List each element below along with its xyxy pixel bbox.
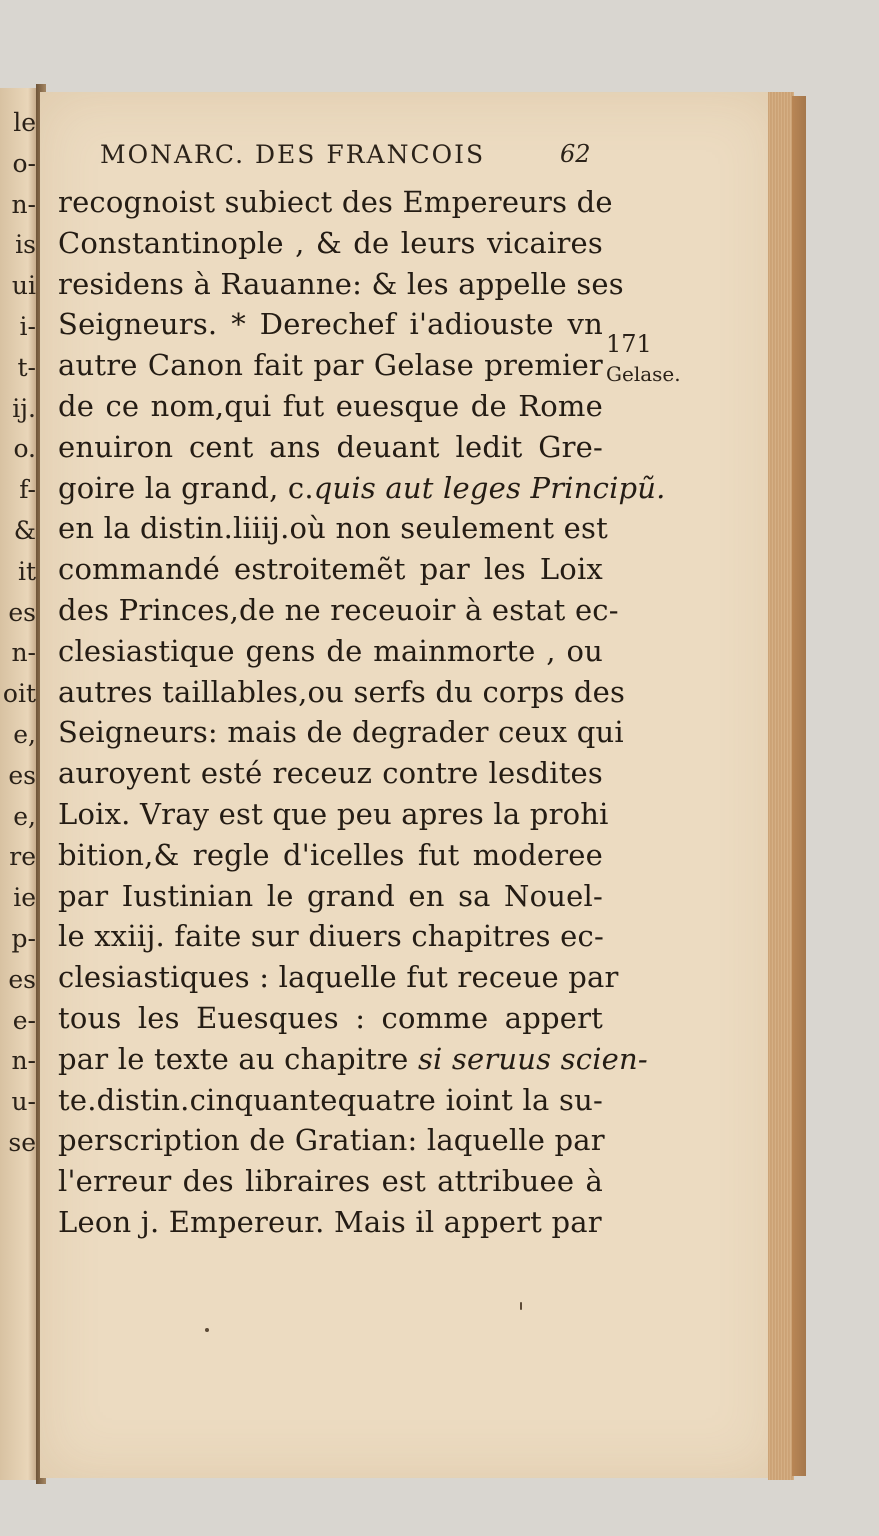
text-line xyxy=(58,876,603,917)
facing-page-fragment: le xyxy=(13,108,36,137)
text-line xyxy=(58,304,603,345)
text-roman: Seigneurs. * Derechef i'adiouste vn xyxy=(58,307,603,342)
text-roman: auroyent esté receuz contre lesdites xyxy=(58,756,603,791)
facing-page-fragment: es xyxy=(8,964,36,994)
facing-page-fragment: p- xyxy=(11,924,36,953)
facing-page-edge xyxy=(0,88,40,1480)
text-line xyxy=(58,794,609,835)
text-roman: residens à Rauanne: & les appelle ses xyxy=(58,266,624,301)
margin-note-name: Gelase. xyxy=(606,362,681,386)
text-line xyxy=(58,182,613,223)
text-roman: de ce nom,qui fut euesque de Rome xyxy=(58,388,603,423)
text-roman: autre Canon fait par Gelase premier xyxy=(58,348,603,383)
text-line xyxy=(58,508,608,549)
text-roman: en la distin.liiij.où non seulement est xyxy=(58,511,608,546)
text-line xyxy=(58,835,603,876)
text-roman: goire la grand, c. xyxy=(58,470,314,505)
facing-page-fragment: o- xyxy=(12,148,36,178)
facing-page-fragment: e, xyxy=(13,801,36,831)
text-roman: Loix. Vray est que peu apres la prohi xyxy=(58,796,609,831)
text-line xyxy=(58,1120,603,1161)
facing-page-fragment: re xyxy=(9,842,36,872)
text-roman: commandé estroitemẽt par les Loix xyxy=(58,552,603,587)
text-line xyxy=(58,590,619,631)
book-cover-edge xyxy=(792,96,806,1476)
facing-page-fragment: se xyxy=(8,1128,36,1157)
text-line xyxy=(58,712,624,753)
facing-page-fragment: t- xyxy=(17,352,36,382)
facing-page-fragment: es xyxy=(8,760,36,790)
text-line xyxy=(58,427,603,468)
text-line xyxy=(58,1039,648,1080)
text-italic: quis aut leges Principũ. xyxy=(313,470,666,505)
facing-page-fragment: o. xyxy=(13,434,36,464)
text-line xyxy=(58,957,619,998)
text-line xyxy=(58,386,603,427)
facing-page-fragment: i- xyxy=(19,312,36,341)
facing-page-fragment: ie xyxy=(13,883,36,913)
text-line xyxy=(58,1080,603,1121)
facing-page-fragment: e- xyxy=(12,1005,36,1035)
page-stack-edge xyxy=(768,92,794,1480)
text-italic: si seruus scien- xyxy=(417,1041,648,1076)
text-roman: bition,& regle d'icelles fut moderee xyxy=(58,837,603,872)
text-line xyxy=(58,631,603,672)
text-roman: Leon j. Empereur. Mais il appert par xyxy=(58,1204,602,1239)
text-roman: enuiron cent ans deuant ledit Gre- xyxy=(58,429,603,464)
facing-page-fragment: e, xyxy=(13,720,36,749)
text-line xyxy=(58,223,603,264)
running-head: MONARC. DES FRANCOIS xyxy=(100,140,486,169)
facing-page-fragment: n- xyxy=(11,638,36,668)
text-roman: l'erreur des libraires est attribuee à xyxy=(58,1164,603,1199)
text-roman: Seigneurs: mais de degrader ceux qui xyxy=(58,715,624,750)
facing-page-fragment: es xyxy=(8,597,36,627)
text-roman: par Iustinian le grand en sa Nouel- xyxy=(58,878,603,913)
facing-page-fragment: n- xyxy=(11,189,36,219)
text-line xyxy=(58,672,626,713)
text-roman: clesiastiques : laquelle fut receue par xyxy=(58,960,619,995)
text-roman: recognoist subiect des Empereurs de xyxy=(58,185,613,219)
facing-page-fragment: oit xyxy=(2,679,36,709)
folio-number: 62 xyxy=(560,140,591,168)
text-roman: Constantinople , & de leurs vicaires xyxy=(58,225,603,260)
text-line xyxy=(58,264,624,305)
facing-page-fragment: it xyxy=(17,556,36,586)
margin-note-number: 171 xyxy=(606,330,652,358)
text-roman: tous les Euesques : comme appert xyxy=(58,1000,603,1035)
text-roman: te.distin.cinquantequatre ioint la su- xyxy=(58,1082,603,1117)
facing-page-fragment: n- xyxy=(11,1046,36,1076)
text-line xyxy=(58,468,666,509)
text-line xyxy=(58,1202,603,1243)
text-roman: perscription de Gratian: laquelle par xyxy=(58,1123,605,1158)
text-line xyxy=(58,1161,603,1202)
text-roman: clesiastique gens de mainmorte , ou xyxy=(58,633,603,668)
paper-speck xyxy=(205,1328,209,1332)
text-roman: autres taillables,ou serfs du corps des xyxy=(58,674,626,709)
facing-page-fragment: is xyxy=(15,230,36,260)
text-roman: le xxiij. faite sur diuers chapitres ec- xyxy=(58,919,604,954)
text-line xyxy=(58,345,603,386)
facing-page-fragment: f- xyxy=(19,475,36,505)
text-line xyxy=(58,753,603,794)
facing-page-fragment: u- xyxy=(11,1087,36,1117)
facing-page-fragment: & xyxy=(13,516,36,545)
text-roman: des Princes,de ne receuoir à estat ec- xyxy=(58,592,619,627)
text-line xyxy=(58,549,603,590)
facing-page-fragment: ui xyxy=(11,271,36,301)
text-roman: par le texte au chapitre xyxy=(58,1041,418,1076)
text-line xyxy=(58,916,603,957)
facing-page-fragment: ij. xyxy=(12,393,36,423)
paper-speck xyxy=(520,1302,522,1310)
text-line xyxy=(58,998,603,1039)
